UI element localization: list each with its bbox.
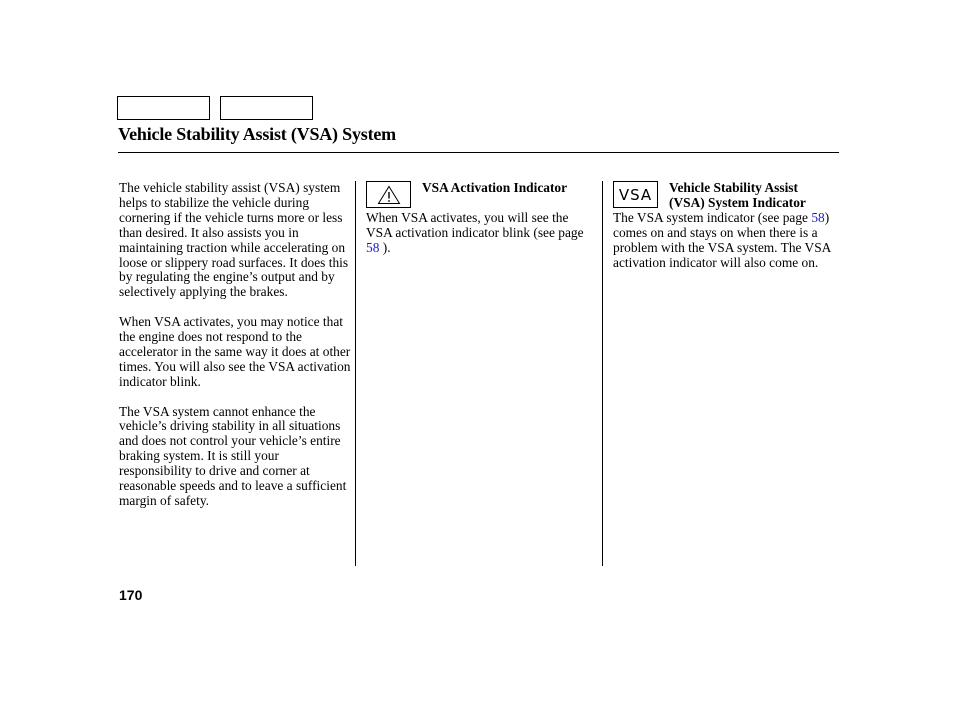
paragraph: When VSA activates, you may notice that the engine does not respond to the accelerator in the same way it does at other times. You will also see the VSA activation indicator blink. (119, 314, 351, 389)
vsa-system-indicator-heading: Vehicle Stability Assist (VSA) System Indicator (669, 180, 806, 210)
vsa-activation-text: When VSA activates, you will see the VSA activation indicator blink (see page 58 ). (366, 210, 584, 255)
page-link-58[interactable]: 58 (811, 210, 825, 225)
paragraph: The VSA system cannot enhance the vehicle’s driving stability in all situations and does not control your vehicle’s entire braking system. It is still your responsibility to drive and corner at reasonable speeds and to leave a sufficient margin of safety. (119, 403, 347, 508)
column-intro (119, 181, 351, 509)
column-divider (355, 181, 356, 566)
title-divider (118, 152, 839, 153)
vsa-system-indicator-text: The VSA system indicator (see page 58) comes on and stays on when there is a problem with the VSA system. The VSA activation indicator will also come on. (613, 210, 831, 270)
warning-triangle-icon (366, 181, 411, 208)
vsa-activation-heading: VSA Activation Indicator (422, 180, 568, 195)
page-link-58[interactable]: 58 (366, 239, 380, 255)
page-number: 170 (119, 587, 143, 603)
page-title: Vehicle Stability Assist (VSA) System (118, 124, 396, 144)
nav-tab-1[interactable] (117, 96, 210, 120)
nav-tab-2[interactable] (220, 96, 313, 120)
paragraph: The vehicle stability assist (VSA) system helps to stabilize the vehicle during cornering if the vehicle turns more or less than desired. It also assists you in maintaining traction while accelerating on loose or slippery road surfaces. It does this by regulating the engine’s output and by selectively applying the brakes. (119, 180, 349, 300)
column-divider (602, 181, 603, 566)
vsa-indicator-icon: VSA (613, 181, 658, 208)
